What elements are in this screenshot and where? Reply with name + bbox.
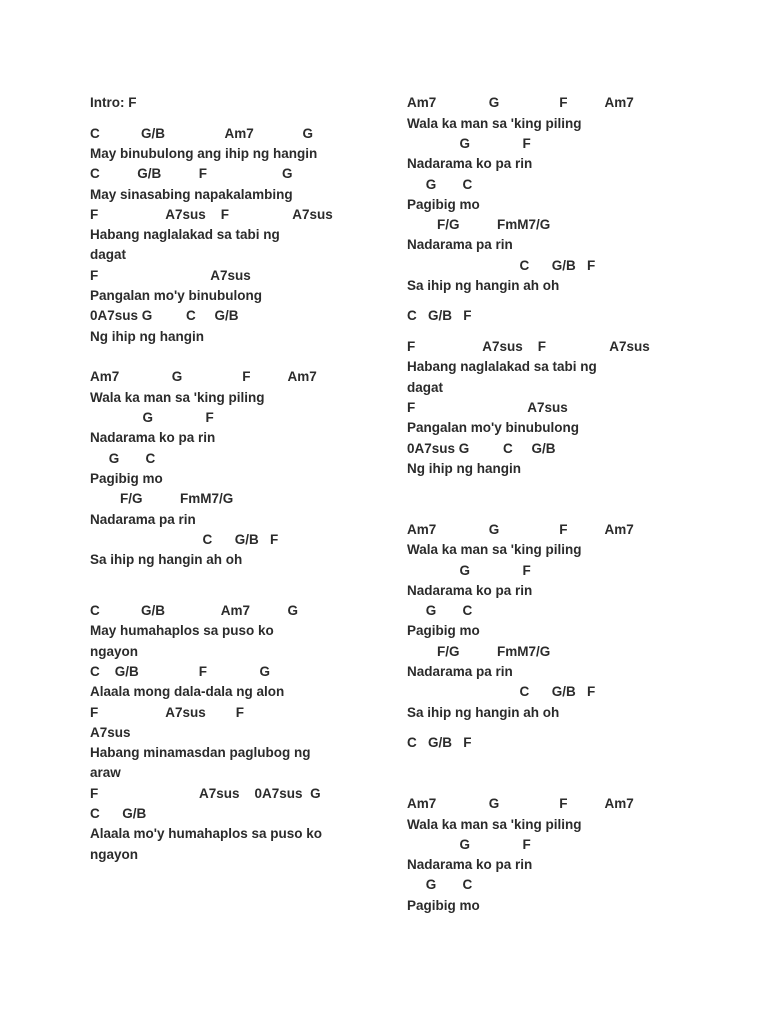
chord-line: Am7 G F Am7 bbox=[407, 522, 634, 537]
chord-line: Am7 G F Am7 bbox=[90, 369, 317, 384]
lyric-line: Alaala mong dala-dala ng alon bbox=[90, 684, 285, 699]
lyric-line: dagat bbox=[90, 247, 127, 262]
chord-line: F A7sus F A7sus bbox=[407, 339, 650, 354]
chord-line: C G/B F G bbox=[90, 166, 293, 181]
chord-line: G F bbox=[407, 136, 531, 151]
chord-line: F/G FmM7/G bbox=[407, 217, 551, 232]
chord-line: G C bbox=[407, 177, 473, 192]
chord-line: C G/B Am7 G bbox=[90, 126, 314, 141]
chord-line: F A7sus bbox=[90, 268, 251, 283]
lyric-line: araw bbox=[90, 765, 121, 780]
lyric-line: ngayon bbox=[90, 847, 139, 862]
lyric-line: Pangalan mo'y binubulong bbox=[407, 420, 579, 435]
lyric-line: Nadarama pa rin bbox=[407, 664, 513, 679]
lyric-line: ngayon bbox=[90, 644, 139, 659]
chord-line: C G/B bbox=[90, 806, 147, 821]
lyric-line: Wala ka man sa 'king piling bbox=[90, 390, 265, 405]
lyric-line: Pagibig mo bbox=[407, 898, 480, 913]
chord-line: Am7 G F Am7 bbox=[407, 796, 634, 811]
chord-line: G F bbox=[90, 410, 214, 425]
lyric-line: Pagibig mo bbox=[407, 623, 480, 638]
lyric-line: Wala ka man sa 'king piling bbox=[407, 817, 582, 832]
lyric-line: Habang naglalakad sa tabi ng bbox=[407, 359, 597, 374]
chord-line: C G/B F G bbox=[90, 664, 271, 679]
lyric-line: Ng ihip ng hangin bbox=[90, 329, 204, 344]
chord-line: C G/B F bbox=[407, 258, 596, 273]
lyric-line: Wala ka man sa 'king piling bbox=[407, 116, 582, 131]
chord-line: Am7 G F Am7 bbox=[407, 95, 634, 110]
lyric-line: Nadarama ko pa rin bbox=[407, 857, 533, 872]
lyric-line: dagat bbox=[407, 380, 444, 395]
chord-line: C G/B F bbox=[90, 532, 279, 547]
chord-line: A7sus bbox=[90, 725, 131, 740]
lyric-line: Nadarama ko pa rin bbox=[407, 156, 533, 171]
lyric-line: Sa ihip ng hangin ah oh bbox=[90, 552, 243, 567]
chord-line: G C bbox=[407, 877, 473, 892]
chord-line: 0A7sus G C G/B bbox=[407, 441, 556, 456]
chord-line: F A7sus 0A7sus G bbox=[90, 786, 321, 801]
chord-line: F/G FmM7/G bbox=[90, 491, 234, 506]
lyric-line: Nadarama ko pa rin bbox=[90, 430, 216, 445]
lyric-line: May binubulong ang ihip ng hangin bbox=[90, 146, 318, 161]
lyric-line: Sa ihip ng hangin ah oh bbox=[407, 278, 560, 293]
chord-line: F A7sus F bbox=[90, 705, 245, 720]
chord-line: G F bbox=[407, 563, 531, 578]
lyric-line: Wala ka man sa 'king piling bbox=[407, 542, 582, 557]
chord-line: F A7sus F A7sus bbox=[90, 207, 333, 222]
lyric-line: May humahaplos sa puso ko bbox=[90, 623, 274, 638]
lyric-line: Alaala mo'y humahaplos sa puso ko bbox=[90, 826, 323, 841]
chord-line: G C bbox=[90, 451, 156, 466]
lyric-line: Habang minamasdan paglubog ng bbox=[90, 745, 311, 760]
chord-line: C G/B F bbox=[407, 735, 472, 750]
chord-line: F A7sus bbox=[407, 400, 568, 415]
chord-line: C G/B F bbox=[407, 684, 596, 699]
chord-line: G C bbox=[407, 603, 473, 618]
intro-line: Intro: F bbox=[90, 95, 137, 110]
chord-line: 0A7sus G C G/B bbox=[90, 308, 239, 323]
lyric-line: Pangalan mo'y binubulong bbox=[90, 288, 262, 303]
lyric-line: Nadarama pa rin bbox=[407, 237, 513, 252]
lyric-line: Pagibig mo bbox=[90, 471, 163, 486]
lyric-line: Ng ihip ng hangin bbox=[407, 461, 521, 476]
chord-line: C G/B Am7 G bbox=[90, 603, 299, 618]
lyric-line: Pagibig mo bbox=[407, 197, 480, 212]
chord-line: C G/B F bbox=[407, 308, 472, 323]
lyric-line: Nadarama pa rin bbox=[90, 512, 196, 527]
lyric-line: Habang naglalakad sa tabi ng bbox=[90, 227, 280, 242]
lyric-line: Sa ihip ng hangin ah oh bbox=[407, 705, 560, 720]
lyric-line: May sinasabing napakalambing bbox=[90, 187, 293, 202]
chord-line: G F bbox=[407, 837, 531, 852]
lyric-line: Nadarama ko pa rin bbox=[407, 583, 533, 598]
chord-line: F/G FmM7/G bbox=[407, 644, 551, 659]
